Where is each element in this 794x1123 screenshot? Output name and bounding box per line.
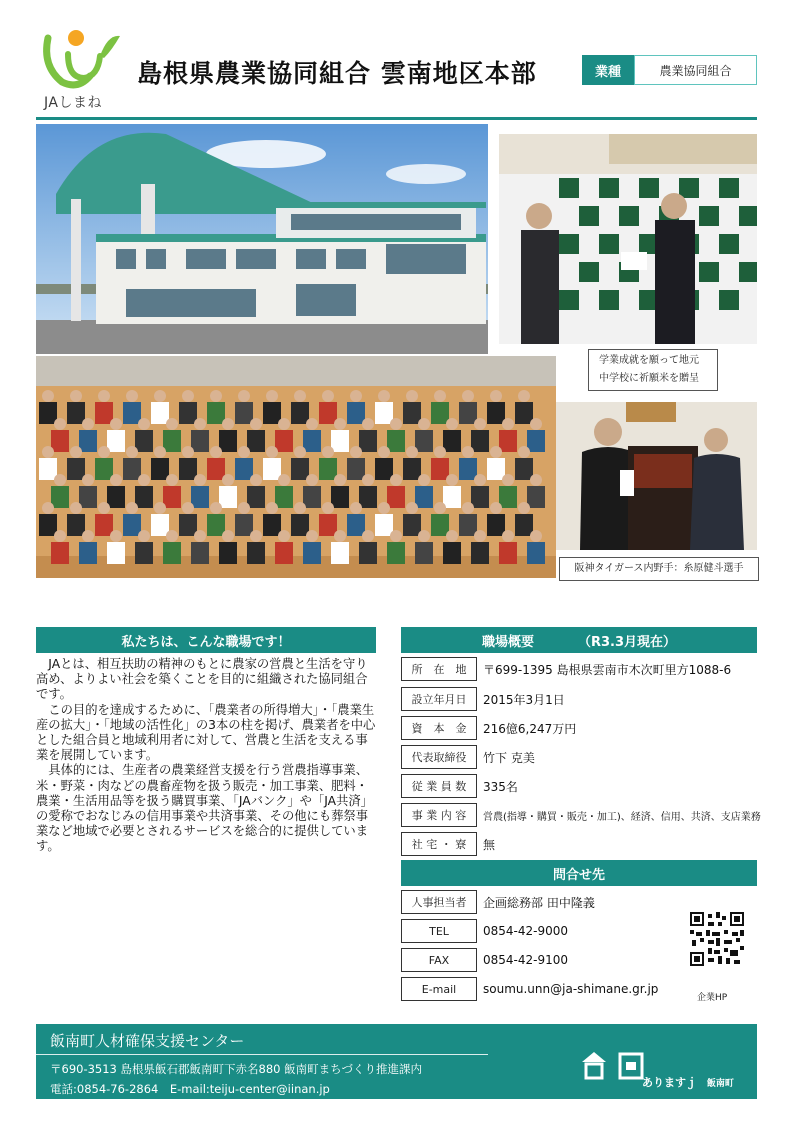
industry-value: 農業協同組合 (634, 55, 757, 85)
overview-as-of: （R3.3月現在） (577, 634, 677, 650)
overview-row (401, 657, 731, 681)
header-divider (36, 117, 757, 120)
overview-label: 事 業 内 容 (401, 803, 477, 827)
footer-brand-town: 飯南町 (706, 1079, 734, 1089)
contact-row (401, 919, 568, 943)
footer-brand (642, 1074, 734, 1090)
contact-row (401, 890, 595, 914)
contact-tel[interactable]: 0854-42-9000 (483, 924, 569, 938)
school-gift-photo (499, 134, 757, 344)
overview-row (401, 774, 518, 798)
footer-title: 飯南町人材確保支援センター (50, 1032, 245, 1050)
caption-school-gift: 学業成就を願って地元 中学校に祈願米を贈呈 (588, 349, 718, 391)
contact-value: 企画総務部 田中隆義 (483, 895, 595, 910)
page-title: 島根県農業協同組合 雲南地区本部 (137, 59, 537, 88)
overview-row (401, 832, 495, 856)
overview-label: 社 宅 ・ 寮 (401, 832, 477, 856)
footer-address: 〒690-3513 島根県飯石郡飯南町下赤名880 飯南町まちづくり推進課内 (50, 1062, 423, 1076)
overview-row (401, 687, 565, 711)
overview-label: 所 在 地 (401, 657, 477, 681)
overview-label: 代表取締役 (401, 745, 477, 769)
group-photo (36, 356, 556, 578)
contact-label: TEL (401, 919, 477, 943)
contact-label: E-mail (401, 977, 477, 1001)
caption-tigers-player: 阪神タイガース内野手：糸原健斗選手 (559, 557, 759, 581)
overview-label: 資 本 金 (401, 716, 477, 740)
footer-divider (36, 1054, 488, 1055)
contact-row (401, 977, 658, 1001)
overview-value: 営農(指導・購買・販売・加工)、経済、信用、共済、支店業務 (483, 811, 761, 823)
contact-label: 人事担当者 (401, 890, 477, 914)
intro-paragraph: この目的を達成するために、「農業者の所得増大」・「農業生産の拡大」・「地域の活性化」の3本の柱を掲げ、農業者を中心とした組合員と地域利用者に対して、営農と生活を支える事業を展開しています。 (36, 702, 376, 763)
contact-row (401, 948, 568, 972)
building-photo (36, 124, 488, 354)
qr-code[interactable] (690, 912, 744, 966)
overview-value: 〒699-1395 島根県雲南市木次町里方1088-6 (483, 662, 732, 677)
contact-fax: 0854-42-9100 (483, 953, 569, 967)
overview-heading (401, 627, 757, 653)
intro-paragraph: JAとは、相互扶助の精神のもとに農家の営農と生活を守り高め、よりよい社会を築くことを目的に組織された協同組合です。 (36, 657, 368, 702)
overview-value: 335名 (483, 779, 518, 794)
logo-text: JAしまね (44, 95, 102, 111)
overview-label: 設立年月日 (401, 687, 477, 711)
intro-paragraph: 具体的には、生産者の農業経営支援を行う営農指導事業、米・野菜・肉などの農畜産物を扱う販売・加工事業、肥料・農業・生活用品等を扱う購買事業、「JAバンク」や「JA共済」の愛称でおなじみの信用事業や共済事業、その他にも葬祭事業など地域で必要とされるサービスを総合的に提供しています。 (36, 763, 373, 854)
footer-contact: 電話:0854-76-2864 E-mail:teiju-center@iinan.jp (50, 1082, 330, 1096)
overview-row (401, 745, 535, 769)
overview-label: 従 業 員 数 (401, 774, 477, 798)
footer-brand-name: ありますｊ (642, 1076, 697, 1089)
qr-label: 企業HP (697, 993, 728, 1003)
ja-logo (38, 26, 128, 116)
industry-label: 業種 (582, 55, 634, 85)
footer-banner (36, 1024, 757, 1099)
overview-value: 2015年3月1日 (483, 692, 565, 707)
contact-email[interactable]: soumu.unn@ja-shimane.gr.jp (483, 982, 659, 996)
contact-label: FAX (401, 948, 477, 972)
overview-value: 無 (483, 837, 496, 852)
overview-title: 職場概要 (481, 634, 534, 650)
tigers-player-photo (556, 402, 757, 550)
overview-row (401, 803, 761, 827)
intro-heading: 私たちは、こんな職場です！ (36, 627, 376, 653)
overview-value: 216億6,247万円 (483, 721, 577, 736)
contact-heading: 問合せ先 (401, 860, 757, 886)
overview-row (401, 716, 576, 740)
intro-text (36, 657, 376, 855)
overview-value: 竹下 克美 (483, 750, 535, 765)
